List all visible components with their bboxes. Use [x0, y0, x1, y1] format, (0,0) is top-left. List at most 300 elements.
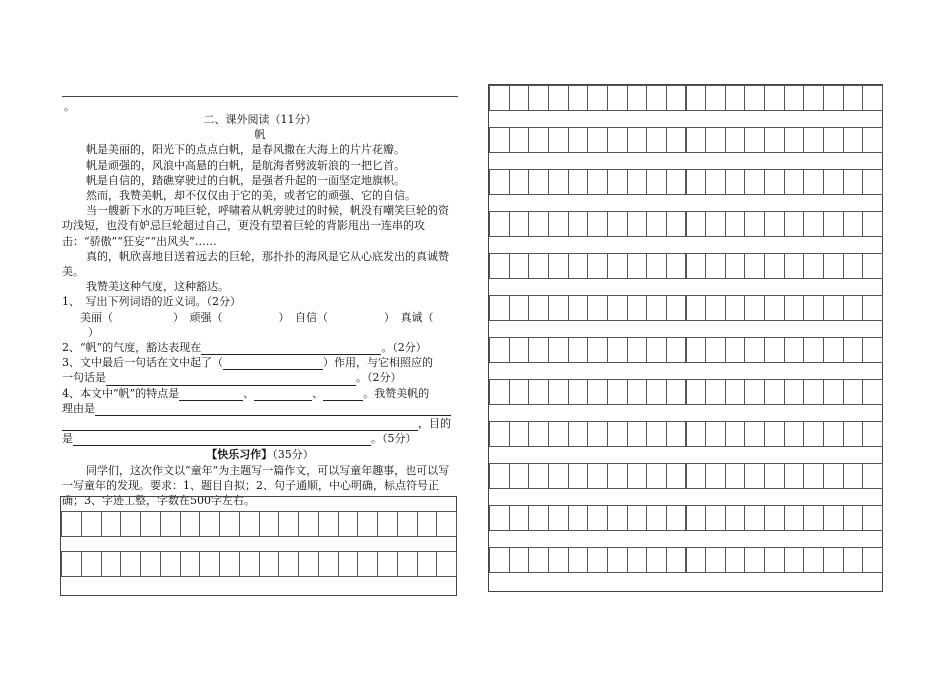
grid-cell[interactable] — [686, 295, 707, 321]
grid-cell[interactable] — [646, 85, 667, 111]
answer-line[interactable] — [254, 388, 312, 401]
grid-cell[interactable] — [607, 211, 628, 237]
grid-cell[interactable] — [666, 463, 687, 489]
grid-cell[interactable] — [764, 85, 785, 111]
grid-cell[interactable] — [509, 337, 530, 363]
grid-cell[interactable] — [528, 295, 549, 321]
grid-cell[interactable] — [607, 253, 628, 279]
grid-cell[interactable] — [587, 85, 608, 111]
grid-cell[interactable] — [862, 211, 883, 237]
grid-cell[interactable] — [823, 337, 844, 363]
grid-cell[interactable] — [627, 421, 648, 447]
grid-cell[interactable] — [318, 511, 339, 537]
grid-cell[interactable] — [784, 505, 805, 531]
grid-cell[interactable] — [568, 379, 589, 405]
grid-cell[interactable] — [823, 211, 844, 237]
grid-cell[interactable] — [646, 505, 667, 531]
grid-cell[interactable] — [120, 551, 141, 577]
answer-line[interactable] — [201, 342, 381, 355]
grid-cell[interactable] — [666, 211, 687, 237]
grid-cell[interactable] — [823, 547, 844, 573]
grid-cell[interactable] — [568, 421, 589, 447]
grid-cell[interactable] — [705, 463, 726, 489]
grid-cell[interactable] — [627, 337, 648, 363]
grid-cell[interactable] — [587, 295, 608, 321]
grid-cell[interactable] — [436, 551, 457, 577]
grid-cell[interactable] — [160, 551, 181, 577]
q2-text: 2、“帆”的气度，豁达表现在 — [62, 341, 202, 355]
grid-cell[interactable] — [357, 551, 378, 577]
grid-cell[interactable] — [764, 127, 785, 153]
grid-cell[interactable] — [509, 379, 530, 405]
grid-cell[interactable] — [509, 85, 530, 111]
grid-cell[interactable] — [239, 551, 260, 577]
grid-cell[interactable] — [764, 337, 785, 363]
grid-cell[interactable] — [725, 379, 746, 405]
grid-cell[interactable] — [823, 127, 844, 153]
grid-cell[interactable] — [784, 211, 805, 237]
grid-cell[interactable] — [744, 253, 765, 279]
grid-cell[interactable] — [705, 421, 726, 447]
grid-cell[interactable] — [803, 505, 824, 531]
grid-cell[interactable] — [784, 169, 805, 195]
grid-cell[interactable] — [843, 85, 864, 111]
grid-cell[interactable] — [803, 295, 824, 321]
grid-cell[interactable] — [705, 379, 726, 405]
grid-cell[interactable] — [587, 169, 608, 195]
q4-score: 。（5分） — [371, 432, 417, 446]
grid-cell[interactable] — [548, 295, 569, 321]
grid-cell[interactable] — [338, 551, 359, 577]
grid-cell[interactable] — [528, 547, 549, 573]
grid-cell[interactable] — [528, 211, 549, 237]
grid-cell[interactable] — [843, 337, 864, 363]
grid-cell[interactable] — [627, 211, 648, 237]
grid-cell[interactable] — [587, 337, 608, 363]
grid-cell[interactable] — [607, 463, 628, 489]
grid-cell[interactable] — [646, 547, 667, 573]
grid-cell[interactable] — [417, 511, 438, 537]
grid-cell[interactable] — [548, 211, 569, 237]
grid-cell[interactable] — [101, 511, 122, 537]
grid-cell[interactable] — [298, 511, 319, 537]
grid-cell[interactable] — [862, 169, 883, 195]
grid-cell[interactable] — [725, 463, 746, 489]
grid-cell[interactable] — [744, 379, 765, 405]
grid-cell[interactable] — [725, 211, 746, 237]
grid-cell[interactable] — [784, 85, 805, 111]
grid-cell[interactable] — [160, 511, 181, 537]
grid-cell[interactable] — [705, 547, 726, 573]
grid-cell[interactable] — [377, 551, 398, 577]
grid-cell[interactable] — [548, 253, 569, 279]
grid-cell[interactable] — [784, 547, 805, 573]
grid-cell[interactable] — [666, 253, 687, 279]
writing-grid-right[interactable] — [488, 84, 883, 592]
grid-cell[interactable] — [509, 169, 530, 195]
grid-cell[interactable] — [705, 337, 726, 363]
grid-cell[interactable] — [509, 253, 530, 279]
grid-cell[interactable] — [627, 505, 648, 531]
grid-cell[interactable] — [509, 463, 530, 489]
grid-cell[interactable] — [862, 463, 883, 489]
grid-cell[interactable] — [397, 511, 418, 537]
grid-cell[interactable] — [862, 337, 883, 363]
grid-cell[interactable] — [548, 127, 569, 153]
grid-cell[interactable] — [744, 85, 765, 111]
q3-text: 一句话是 — [62, 371, 106, 385]
grid-cell[interactable] — [509, 547, 530, 573]
grid-cell[interactable] — [666, 295, 687, 321]
grid-cell[interactable] — [686, 421, 707, 447]
grid-cell[interactable] — [646, 253, 667, 279]
grid-cell[interactable] — [843, 295, 864, 321]
grid-cell[interactable] — [803, 337, 824, 363]
grid-cell[interactable] — [528, 421, 549, 447]
grid-cell[interactable] — [489, 211, 510, 237]
grid-cell[interactable] — [646, 169, 667, 195]
grid-cell[interactable] — [803, 85, 824, 111]
grid-cell[interactable] — [862, 127, 883, 153]
grid-cell[interactable] — [548, 547, 569, 573]
grid-cell[interactable] — [607, 85, 628, 111]
grid-cell[interactable] — [489, 169, 510, 195]
grid-cell[interactable] — [489, 253, 510, 279]
grid-cell[interactable] — [607, 127, 628, 153]
grid-cell[interactable] — [784, 253, 805, 279]
grid-cell[interactable] — [725, 421, 746, 447]
grid-cell[interactable] — [528, 85, 549, 111]
grid-cell[interactable] — [686, 169, 707, 195]
grid-cell[interactable] — [568, 127, 589, 153]
grid-cell[interactable] — [784, 337, 805, 363]
grid-cell[interactable] — [607, 379, 628, 405]
grid-cell[interactable] — [568, 169, 589, 195]
grid-cell[interactable] — [627, 295, 648, 321]
grid-cell[interactable] — [509, 505, 530, 531]
grid-cell[interactable] — [587, 211, 608, 237]
grid-cell[interactable] — [627, 85, 648, 111]
grid-cell[interactable] — [101, 551, 122, 577]
grid-cell[interactable] — [823, 253, 844, 279]
grid-cell[interactable] — [725, 253, 746, 279]
grid-cell[interactable] — [862, 85, 883, 111]
grid-cell[interactable] — [377, 511, 398, 537]
grid-cell[interactable] — [489, 505, 510, 531]
grid-cell[interactable] — [646, 127, 667, 153]
grid-cell[interactable] — [705, 253, 726, 279]
grid-cell[interactable] — [259, 551, 280, 577]
grid-cell[interactable] — [607, 295, 628, 321]
grid-cell[interactable] — [843, 421, 864, 447]
grid-cell[interactable] — [803, 127, 824, 153]
grid-cell[interactable] — [744, 169, 765, 195]
grid-cell[interactable] — [489, 85, 510, 111]
grid-cell[interactable] — [627, 127, 648, 153]
grid-cell[interactable] — [180, 551, 201, 577]
answer-line[interactable] — [95, 403, 451, 416]
grid-cell[interactable] — [725, 337, 746, 363]
grid-cell[interactable] — [627, 169, 648, 195]
grid-cell[interactable] — [725, 547, 746, 573]
grid-cell[interactable] — [705, 169, 726, 195]
grid-cell[interactable] — [199, 551, 220, 577]
grid-cell[interactable] — [646, 295, 667, 321]
grid-cell[interactable] — [528, 463, 549, 489]
grid-cell[interactable] — [568, 505, 589, 531]
grid-cell[interactable] — [823, 463, 844, 489]
grid-cell[interactable] — [666, 85, 687, 111]
grid-cell[interactable] — [843, 505, 864, 531]
grid-cell[interactable] — [528, 127, 549, 153]
grid-cell[interactable] — [705, 505, 726, 531]
grid-cell[interactable] — [528, 169, 549, 195]
grid-cell[interactable] — [646, 211, 667, 237]
grid-cell[interactable] — [489, 421, 510, 447]
grid-cell[interactable] — [705, 85, 726, 111]
grid-cell[interactable] — [489, 127, 510, 153]
grid-cell[interactable] — [725, 85, 746, 111]
grid-cell[interactable] — [278, 511, 299, 537]
grid-cell[interactable] — [120, 511, 141, 537]
grid-cell[interactable] — [862, 505, 883, 531]
grid-cell[interactable] — [81, 551, 102, 577]
grid-cell[interactable] — [764, 505, 785, 531]
grid-cell[interactable] — [764, 295, 785, 321]
grid-cell[interactable] — [357, 511, 378, 537]
answer-line[interactable] — [223, 357, 323, 370]
grid-cell[interactable] — [509, 421, 530, 447]
grid-cell[interactable] — [843, 463, 864, 489]
grid-cell[interactable] — [803, 463, 824, 489]
grid-cell[interactable] — [607, 547, 628, 573]
grid-cell[interactable] — [587, 253, 608, 279]
grid-cell[interactable] — [725, 169, 746, 195]
grid-cell[interactable] — [686, 253, 707, 279]
grid-cell[interactable] — [784, 421, 805, 447]
grid-cell[interactable] — [587, 547, 608, 573]
grid-cell[interactable] — [140, 551, 161, 577]
grid-cell[interactable] — [509, 127, 530, 153]
grid-cell[interactable] — [744, 127, 765, 153]
grid-cell[interactable] — [528, 505, 549, 531]
grid-cell[interactable] — [843, 379, 864, 405]
grid-cell[interactable] — [666, 547, 687, 573]
grid-cell[interactable] — [744, 505, 765, 531]
grid-cell[interactable] — [784, 127, 805, 153]
grid-cell[interactable] — [764, 463, 785, 489]
grid-cell[interactable] — [298, 551, 319, 577]
grid-cell[interactable] — [686, 85, 707, 111]
grid-cell[interactable] — [764, 547, 785, 573]
grid-cell[interactable] — [627, 379, 648, 405]
grid-cell[interactable] — [744, 337, 765, 363]
grid-cell[interactable] — [666, 127, 687, 153]
question-1-items — [62, 310, 458, 340]
grid-cell[interactable] — [140, 511, 161, 537]
grid-cell[interactable] — [686, 337, 707, 363]
grid-cell[interactable] — [318, 551, 339, 577]
grid-cell[interactable] — [397, 551, 418, 577]
grid-cell[interactable] — [627, 253, 648, 279]
grid-cell[interactable] — [725, 127, 746, 153]
grid-cell[interactable] — [568, 211, 589, 237]
grid-cell[interactable] — [417, 551, 438, 577]
grid-cell[interactable] — [803, 379, 824, 405]
grid-cell[interactable] — [823, 379, 844, 405]
grid-cell[interactable] — [823, 85, 844, 111]
grid-cell[interactable] — [803, 547, 824, 573]
grid-cell[interactable] — [239, 511, 260, 537]
grid-cell[interactable] — [686, 547, 707, 573]
grid-cell[interactable] — [705, 295, 726, 321]
grid-cell[interactable] — [259, 511, 280, 537]
grid-cell[interactable] — [568, 337, 589, 363]
grid-cell[interactable] — [568, 295, 589, 321]
grid-cell[interactable] — [686, 505, 707, 531]
grid-cell[interactable] — [803, 211, 824, 237]
grid-cell[interactable] — [862, 295, 883, 321]
grid-cell[interactable] — [568, 253, 589, 279]
grid-cell[interactable] — [587, 505, 608, 531]
grid-cell[interactable] — [587, 421, 608, 447]
q4-text: 4、本文中“帆”的特点是 — [62, 386, 180, 400]
grid-cell[interactable] — [823, 295, 844, 321]
passage-title: 帆 — [254, 128, 266, 142]
grid-cell[interactable] — [764, 211, 785, 237]
grid-cell[interactable] — [744, 463, 765, 489]
grid-cell[interactable] — [803, 421, 824, 447]
grid-cell[interactable] — [764, 421, 785, 447]
grid-cell[interactable] — [862, 421, 883, 447]
grid-cell[interactable] — [843, 547, 864, 573]
grid-cell[interactable] — [803, 253, 824, 279]
grid-cell[interactable] — [823, 505, 844, 531]
grid-cell[interactable] — [607, 169, 628, 195]
grid-cell[interactable] — [843, 211, 864, 237]
grid-cell[interactable] — [587, 379, 608, 405]
answer-line[interactable] — [106, 373, 356, 386]
grid-cell[interactable] — [764, 169, 785, 195]
grid-cell[interactable] — [666, 505, 687, 531]
grid-cell[interactable] — [509, 295, 530, 321]
grid-cell[interactable] — [725, 505, 746, 531]
grid-cell[interactable] — [784, 379, 805, 405]
answer-line[interactable] — [323, 388, 363, 401]
grid-cell[interactable] — [436, 511, 457, 537]
grid-cell[interactable] — [338, 511, 359, 537]
grid-cell[interactable] — [278, 551, 299, 577]
writing-grid-left[interactable] — [60, 496, 457, 596]
grid-cell[interactable] — [180, 511, 201, 537]
grid-cell[interactable] — [764, 379, 785, 405]
grid-cell[interactable] — [568, 85, 589, 111]
grid-cell[interactable] — [646, 379, 667, 405]
grid-cell[interactable] — [843, 127, 864, 153]
grid-cell[interactable] — [744, 211, 765, 237]
grid-cell[interactable] — [784, 463, 805, 489]
grid-cell[interactable] — [489, 337, 510, 363]
grid-cell[interactable] — [764, 253, 785, 279]
grid-cell[interactable] — [199, 511, 220, 537]
grid-cell[interactable] — [568, 463, 589, 489]
grid-cell[interactable] — [646, 421, 667, 447]
grid-cell[interactable] — [548, 379, 569, 405]
grid-cell[interactable] — [548, 505, 569, 531]
grid-cell[interactable] — [705, 127, 726, 153]
grid-cell[interactable] — [548, 169, 569, 195]
grid-cell[interactable] — [862, 547, 883, 573]
grid-cell[interactable] — [528, 379, 549, 405]
grid-cell[interactable] — [61, 551, 82, 577]
grid-cell[interactable] — [843, 253, 864, 279]
grid-cell[interactable] — [725, 295, 746, 321]
grid-cell[interactable] — [528, 337, 549, 363]
grid-cell[interactable] — [686, 211, 707, 237]
q4-text: 。我赞美帆的 — [363, 386, 430, 400]
grid-cell[interactable] — [686, 127, 707, 153]
grid-cell[interactable] — [528, 253, 549, 279]
answer-line[interactable] — [179, 388, 243, 401]
grid-cell[interactable] — [587, 463, 608, 489]
grid-cell[interactable] — [705, 211, 726, 237]
passage-paragraph: 帆是顽强的，风浪中高悬的白帆，是航海者劈波斩浪的一把匕首。 — [86, 158, 405, 172]
grid-cell[interactable] — [219, 511, 240, 537]
grid-cell[interactable] — [666, 169, 687, 195]
grid-cell[interactable] — [607, 421, 628, 447]
grid-cell[interactable] — [784, 295, 805, 321]
grid-cell[interactable] — [646, 463, 667, 489]
grid-cell[interactable] — [489, 547, 510, 573]
grid-cell[interactable] — [862, 253, 883, 279]
q2-score: 。（2分） — [381, 341, 427, 355]
grid-cell[interactable] — [843, 169, 864, 195]
grid-cell[interactable] — [548, 421, 569, 447]
grid-cell[interactable] — [489, 295, 510, 321]
grid-cell[interactable] — [607, 505, 628, 531]
grid-cell[interactable] — [823, 169, 844, 195]
grid-cell[interactable] — [744, 295, 765, 321]
grid-cell[interactable] — [548, 337, 569, 363]
grid-cell[interactable] — [823, 421, 844, 447]
grid-cell[interactable] — [627, 547, 648, 573]
grid-cell[interactable] — [686, 463, 707, 489]
grid-cell[interactable] — [666, 337, 687, 363]
grid-cell[interactable] — [803, 169, 824, 195]
grid-cell[interactable] — [744, 421, 765, 447]
grid-cell[interactable] — [666, 379, 687, 405]
grid-cell[interactable] — [568, 547, 589, 573]
grid-cell[interactable] — [607, 337, 628, 363]
grid-cell[interactable] — [862, 379, 883, 405]
grid-cell[interactable] — [686, 379, 707, 405]
grid-cell[interactable] — [61, 511, 82, 537]
grid-cell[interactable] — [489, 379, 510, 405]
grid-cell[interactable] — [489, 463, 510, 489]
answer-line[interactable] — [62, 418, 418, 431]
grid-cell[interactable] — [587, 127, 608, 153]
grid-cell[interactable] — [744, 547, 765, 573]
grid-cell[interactable] — [666, 421, 687, 447]
answer-line[interactable] — [73, 433, 371, 446]
grid-cell[interactable] — [509, 211, 530, 237]
grid-cell[interactable] — [219, 551, 240, 577]
grid-cell[interactable] — [646, 337, 667, 363]
grid-cell[interactable] — [81, 511, 102, 537]
grid-cell[interactable] — [627, 463, 648, 489]
grid-cell[interactable] — [548, 85, 569, 111]
grid-cell[interactable] — [548, 463, 569, 489]
